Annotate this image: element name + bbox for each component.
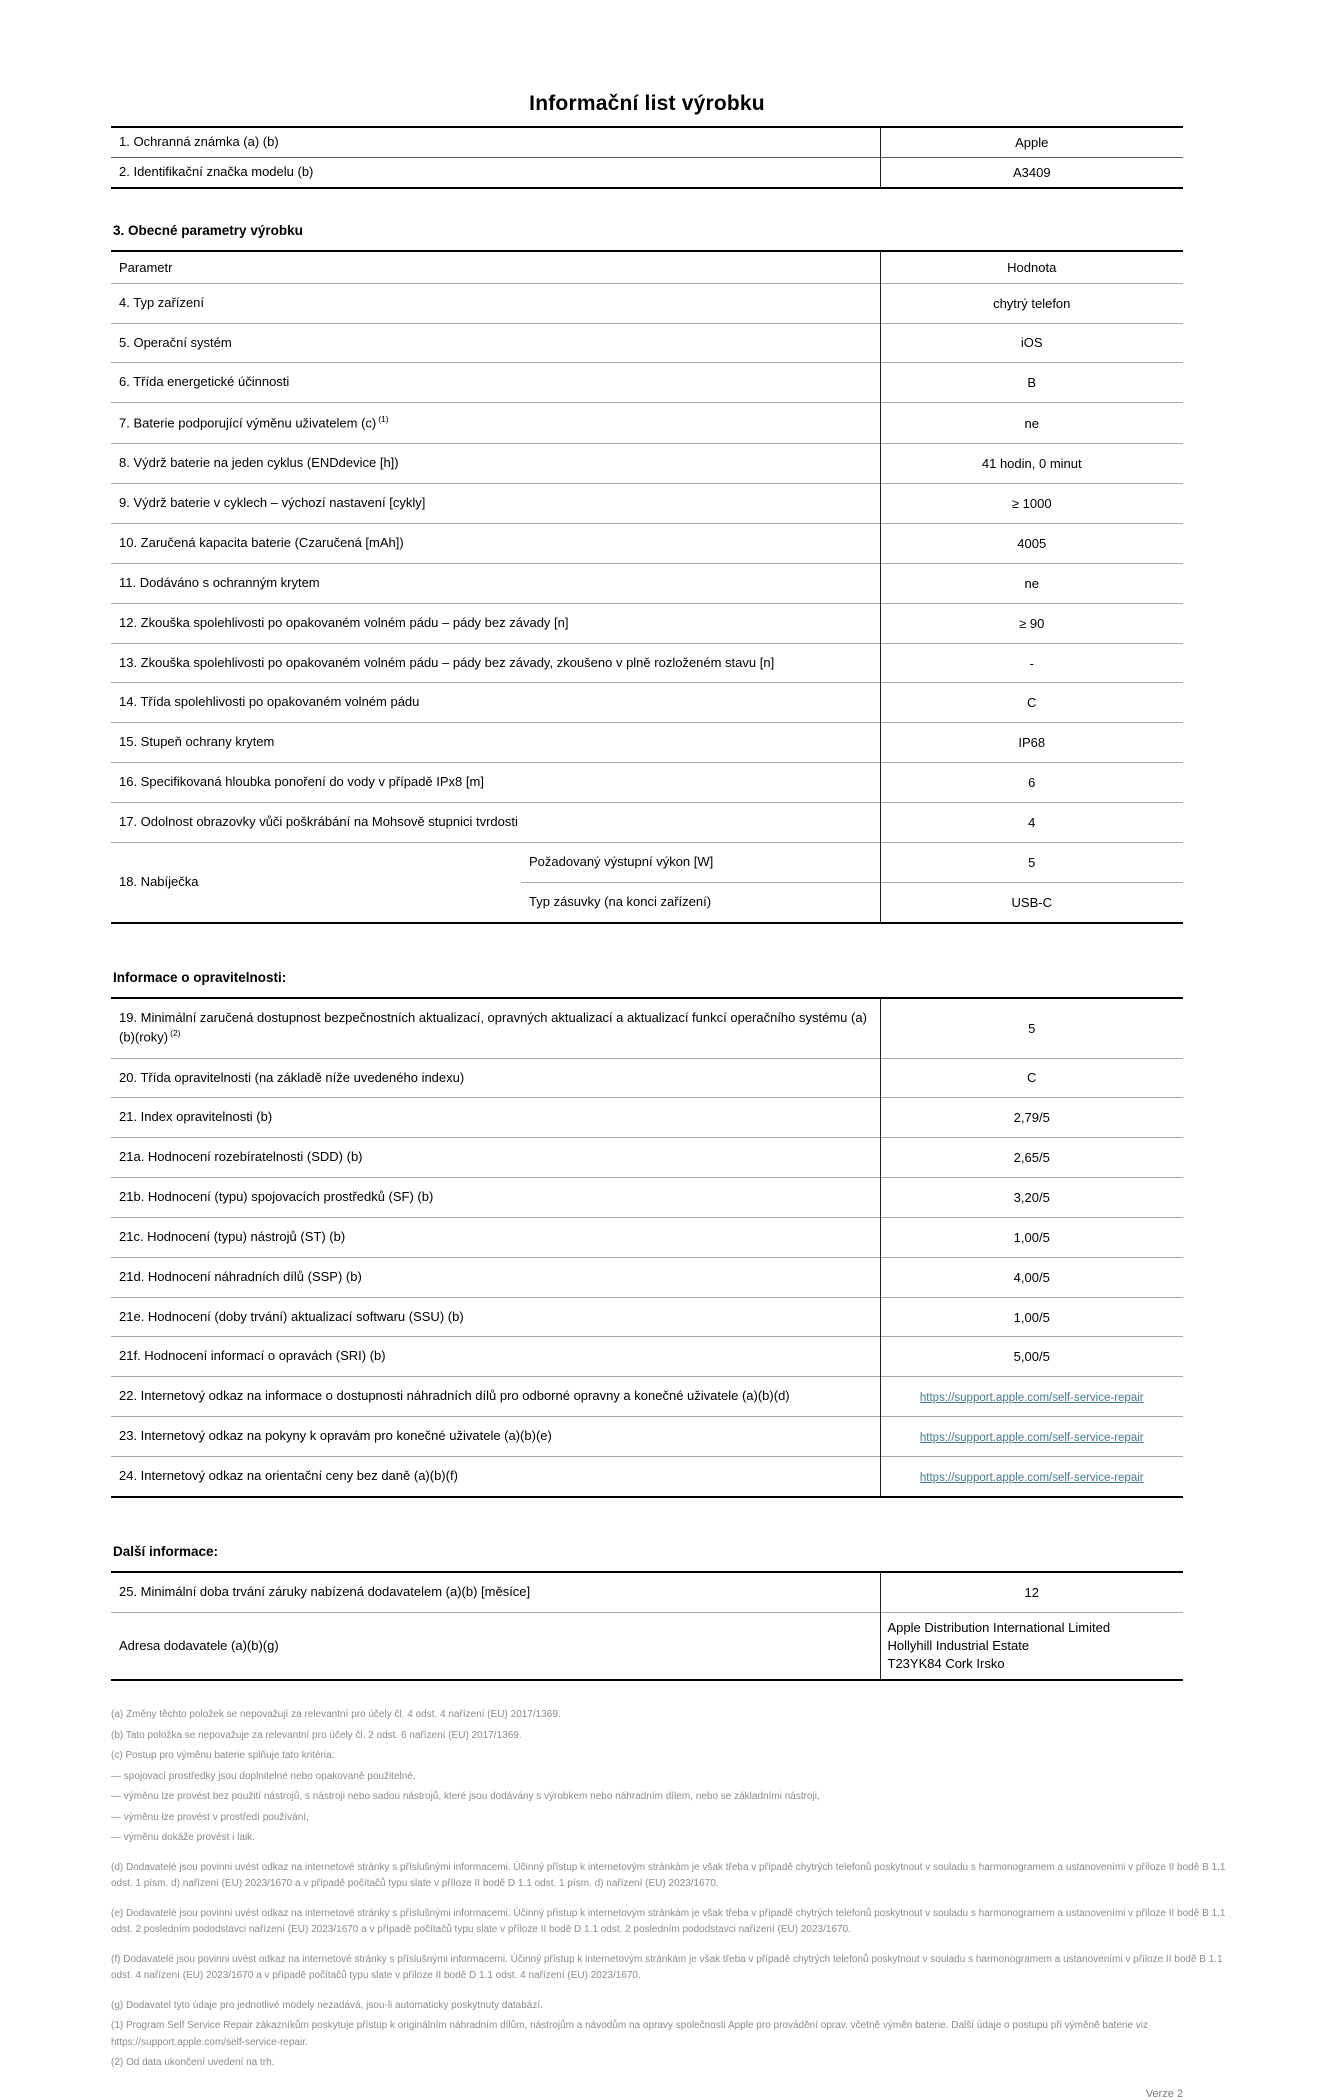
table-row (111, 403, 1183, 444)
table-row (111, 157, 1183, 187)
param-value (880, 1377, 1183, 1417)
param-value: 5,00/5 (880, 1337, 1183, 1377)
charger-subparam-label: Typ zásuvky (na konci zařízení) (521, 882, 880, 922)
footnote: (c) Postup pro výměnu baterie splňuje tato kritéria: (111, 1750, 335, 1762)
section-heading-repairability: Informace o opravitelnosti: (113, 969, 287, 985)
supplier-address-line: Apple Distribution International Limited (887, 1619, 1111, 1635)
column-header-value: Hodnota (880, 251, 1183, 284)
param-label: 1. Ochranná známka (a) (b) (119, 134, 279, 149)
footnote: (b) Tato položka se nepovažuje za relevantní pro účely čl. 2 odst. 6 nařízení (EU) 2017/1369. (111, 1729, 522, 1741)
param-label: 13. Zkouška spolehlivosti po opakovaném volném pádu – pády bez závady, zkoušeno v plně rozloženém stavu [n] (111, 643, 880, 683)
param-label (111, 403, 880, 444)
param-value: - (880, 643, 1183, 683)
param-label-text: 19. Minimální zaručená dostupnost bezpečnostních aktualizací, opravných aktualizací a aktualizací funkcí operačního systému (a)(b)(roky) (119, 1009, 867, 1045)
param-label: 21. Index opravitelnosti (b) (111, 1098, 880, 1138)
page-title: Informační list výrobku (529, 92, 765, 115)
param-value: USB-C (880, 882, 1183, 922)
table-row (111, 1178, 1183, 1218)
table-row (111, 563, 1183, 603)
param-value: ≥ 90 (880, 603, 1183, 643)
table-row (111, 1337, 1183, 1377)
param-value: 41 hodin, 0 minut (880, 444, 1183, 484)
support-link[interactable]: https://support.apple.com/self-service-repair (919, 1392, 1144, 1405)
param-label-text: 7. Baterie podporující výměnu uživatelem (c) (119, 415, 377, 431)
footnote: (d) Dodavatelé jsou povinni uvést odkaz na internetové stránky s příslušnými informacemi. Účinný přístup k internetovým stránkám je však třeba v případě chytrých telefonů poskytnout v souladu s harmonogramem a ustanoveními v příloze II bodě B 1.1 odst. 1 písm. d) nařízení (EU) 2023/1670 a v případě počítačů typu slate v příloze II bodě D 1.1 odst. 1 písm. d) nařízení (EU) 2023/1670. (111, 1861, 1226, 1890)
additional-info-table (111, 1571, 1183, 1681)
param-value: 6 (880, 763, 1183, 803)
footnote: (g) Dodavatel tyto údaje pro jednotlivé modely nezadává, jsou-li automaticky poskytnuty databází. (111, 1999, 543, 2011)
footnote-superscript: (2) (170, 1028, 181, 1039)
param-value: 1,00/5 (880, 1217, 1183, 1257)
section-heading-general: 3. Obecné parametry výrobku (113, 222, 303, 238)
supplier-address-line: T23YK84 Cork Irsko (887, 1656, 1005, 1672)
param-value: 1,00/5 (880, 1297, 1183, 1337)
param-label: 21b. Hodnocení (typu) spojovacích prostředků (SF) (b) (111, 1178, 880, 1218)
table-row (111, 524, 1183, 564)
param-value: C (880, 683, 1183, 723)
footnote-bullet: — výměnu lze provést bez použití nástrojů, s nástroji nebo sadou nástrojů, které jsou dodávány s výrobkem nebo náhradním dílem, nebo se základními nástroji, (111, 1791, 820, 1803)
footnotes-block (111, 1707, 1239, 2072)
param-value: 12 (880, 1572, 1183, 1612)
product-info-sheet (111, 0, 1226, 2100)
param-value: 5 (880, 998, 1183, 1059)
param-value: 4005 (880, 524, 1183, 564)
param-label: 12. Zkouška spolehlivosti po opakovaném volném pádu – pády bez závady [n] (111, 603, 880, 643)
table-row (111, 1377, 1183, 1417)
table-row (111, 1572, 1183, 1612)
table-row (111, 998, 1183, 1059)
footnote-bullet: — výměnu dokáže provést i laik. (111, 1832, 255, 1844)
param-label: 18. Nabíječka (111, 842, 521, 922)
param-value: 5 (880, 842, 1183, 882)
table-row (111, 1217, 1183, 1257)
table-row (111, 802, 1183, 842)
param-value: Apple (880, 127, 1183, 157)
footnote: (e) Dodavatelé jsou povinni uvést odkaz na internetové stránky s příslušnými informacemi. Účinný přístup k internetovým stránkám je však třeba v případě chytrých telefonů poskytnout v souladu s harmonogramem a ustanoveními v příloze II bodě B 1.1 odst. 2 posledním pododstavci nařízení (EU) 2023/1670 a v případě počítačů typu slate v příloze II bodě D 1.1 odst. 2 posledním pododstavci nařízení (EU) 2023/1670. (111, 1907, 1226, 1936)
param-value: A3409 (880, 157, 1183, 187)
footnote-bullet: — výměnu lze provést v prostředí používání, (111, 1811, 309, 1823)
param-value: 3,20/5 (880, 1178, 1183, 1218)
table-row (111, 723, 1183, 763)
param-value (880, 1417, 1183, 1457)
table-row (111, 763, 1183, 803)
table-row (111, 643, 1183, 683)
table-header-row (111, 251, 1183, 284)
param-label: 21d. Hodnocení náhradních dílů (SSP) (b) (111, 1257, 880, 1297)
param-label: 10. Zaručená kapacita baterie (Czaručená [mAh]) (111, 524, 880, 564)
table-row (111, 127, 1183, 157)
supplier-address (880, 1612, 1183, 1680)
param-label: Adresa dodavatele (a)(b)(g) (111, 1612, 880, 1680)
param-label: 16. Specifikovaná hloubka ponoření do vody v případě IPx8 [m] (111, 763, 880, 803)
param-value: 2,65/5 (880, 1138, 1183, 1178)
param-label: 25. Minimální doba trvání záruky nabízená dodavatelem (a)(b) [měsíce] (119, 1583, 531, 1599)
footnote: (a) Změny těchto položek se nepovažují za relevantní pro účely čl. 4 odst. 4 nařízení (EU) 2017/1369. (111, 1709, 561, 1721)
table-row (111, 1417, 1183, 1457)
supplier-address-line: Hollyhill Industrial Estate (887, 1637, 1030, 1653)
footnote: (2) Od data ukončení uvedení na trh. (111, 2057, 275, 2069)
footnote-bullet: — spojovací prostředky jsou doplnitelné nebo opakovaně použitelné, (111, 1770, 416, 1782)
param-value: ne (880, 403, 1183, 444)
table-row (111, 323, 1183, 363)
param-label: 17. Odolnost obrazovky vůči poškrábání na Mohsově stupnici tvrdosti (111, 802, 880, 842)
support-link[interactable]: https://support.apple.com/self-service-repair (919, 1432, 1144, 1445)
table-row (111, 1257, 1183, 1297)
param-value: ne (880, 563, 1183, 603)
param-label: 21f. Hodnocení informací o opravách (SRI) (b) (111, 1337, 880, 1377)
table-row (111, 683, 1183, 723)
repairability-table (111, 997, 1183, 1498)
identification-table (111, 126, 1183, 189)
param-label: 23. Internetový odkaz na pokyny k opravám pro konečné uživatele (a)(b)(e) (111, 1417, 880, 1457)
table-row (111, 283, 1183, 323)
param-label: 8. Výdrž baterie na jeden cyklus (ENDdevice [h]) (111, 444, 880, 484)
param-label: 21a. Hodnocení rozebíratelnosti (SDD) (b) (111, 1138, 880, 1178)
param-label: 11. Dodáváno s ochranným krytem (111, 563, 880, 603)
param-label: 20. Třída opravitelnosti (na základě níže uvedeného indexu) (111, 1058, 880, 1098)
param-label: 5. Operační systém (111, 323, 880, 363)
footnote-superscript: (1) (378, 414, 389, 425)
table-row (111, 1456, 1183, 1496)
param-value: 4 (880, 802, 1183, 842)
param-value (880, 1456, 1183, 1496)
table-row-supplier-address (111, 1612, 1183, 1680)
footnote: (1) Program Self Service Repair zákazníkům poskytuje přístup k originálním náhradním dílům, nástrojům a návodům na opravy společnosti Apple pro provádění oprav, včetně výměn baterie. Další údaje o postupu při výměně baterie viz https://support.apple.com/self-service-repair. (111, 2020, 1149, 2048)
param-label: 24. Internetový odkaz na orientační ceny bez daně (a)(b)(f) (111, 1456, 880, 1496)
param-value: 2,79/5 (880, 1098, 1183, 1138)
table-row (111, 1297, 1183, 1337)
table-row (111, 444, 1183, 484)
column-header-parameter: Parametr (119, 259, 173, 275)
param-value: 4,00/5 (880, 1257, 1183, 1297)
table-row (111, 1098, 1183, 1138)
param-label (111, 998, 880, 1059)
param-label: 22. Internetový odkaz na informace o dostupnosti náhradních dílů pro odborné opravny a konečné uživatele (a)(b)(d) (111, 1377, 880, 1417)
param-label: 21e. Hodnocení (doby trvání) aktualizací softwaru (SSU) (b) (111, 1297, 880, 1337)
table-row (111, 484, 1183, 524)
general-parameters-table (111, 250, 1183, 924)
param-value: IP68 (880, 723, 1183, 763)
param-label: 21c. Hodnocení (typu) nástrojů (ST) (b) (111, 1217, 880, 1257)
support-link[interactable]: https://support.apple.com/self-service-repair (919, 1471, 1144, 1484)
footnote: (f) Dodavatelé jsou povinni uvést odkaz na internetové stránky s příslušnými informacemi. Účinný přístup k internetovým stránkám je však třeba v případě chytrých telefonů poskytnout v souladu s harmonogramem a ustanoveními v příloze II bodě B 1.1 odst. 4 nařízení (EU) 2023/1670 a v případě počítačů typu slate v příloze II bodě D 1.1 odst. 4 nařízení (EU) 2023/1670. (111, 1953, 1223, 1982)
table-row (111, 603, 1183, 643)
param-value: B (880, 363, 1183, 403)
table-row (111, 1058, 1183, 1098)
charger-subparam-label: Požadovaný výstupní výkon [W] (521, 842, 880, 882)
table-row-charger (111, 842, 1183, 882)
param-label: 6. Třída energetické účinnosti (111, 363, 880, 403)
table-row (111, 1138, 1183, 1178)
param-value: chytrý telefon (880, 283, 1183, 323)
param-value: iOS (880, 323, 1183, 363)
version-label: Verze 2 (1145, 2087, 1183, 2100)
section-heading-additional: Další informace: (113, 1543, 219, 1559)
param-label: 14. Třída spolehlivosti po opakovaném volném pádu (111, 683, 880, 723)
param-label: 15. Stupeň ochrany krytem (111, 723, 880, 763)
param-label: 4. Typ zařízení (111, 283, 880, 323)
param-value: ≥ 1000 (880, 484, 1183, 524)
param-label: 2. Identifikační značka modelu (b) (111, 157, 880, 187)
param-value: C (880, 1058, 1183, 1098)
param-label: 9. Výdrž baterie v cyklech – výchozí nastavení [cykly] (111, 484, 880, 524)
table-row (111, 363, 1183, 403)
